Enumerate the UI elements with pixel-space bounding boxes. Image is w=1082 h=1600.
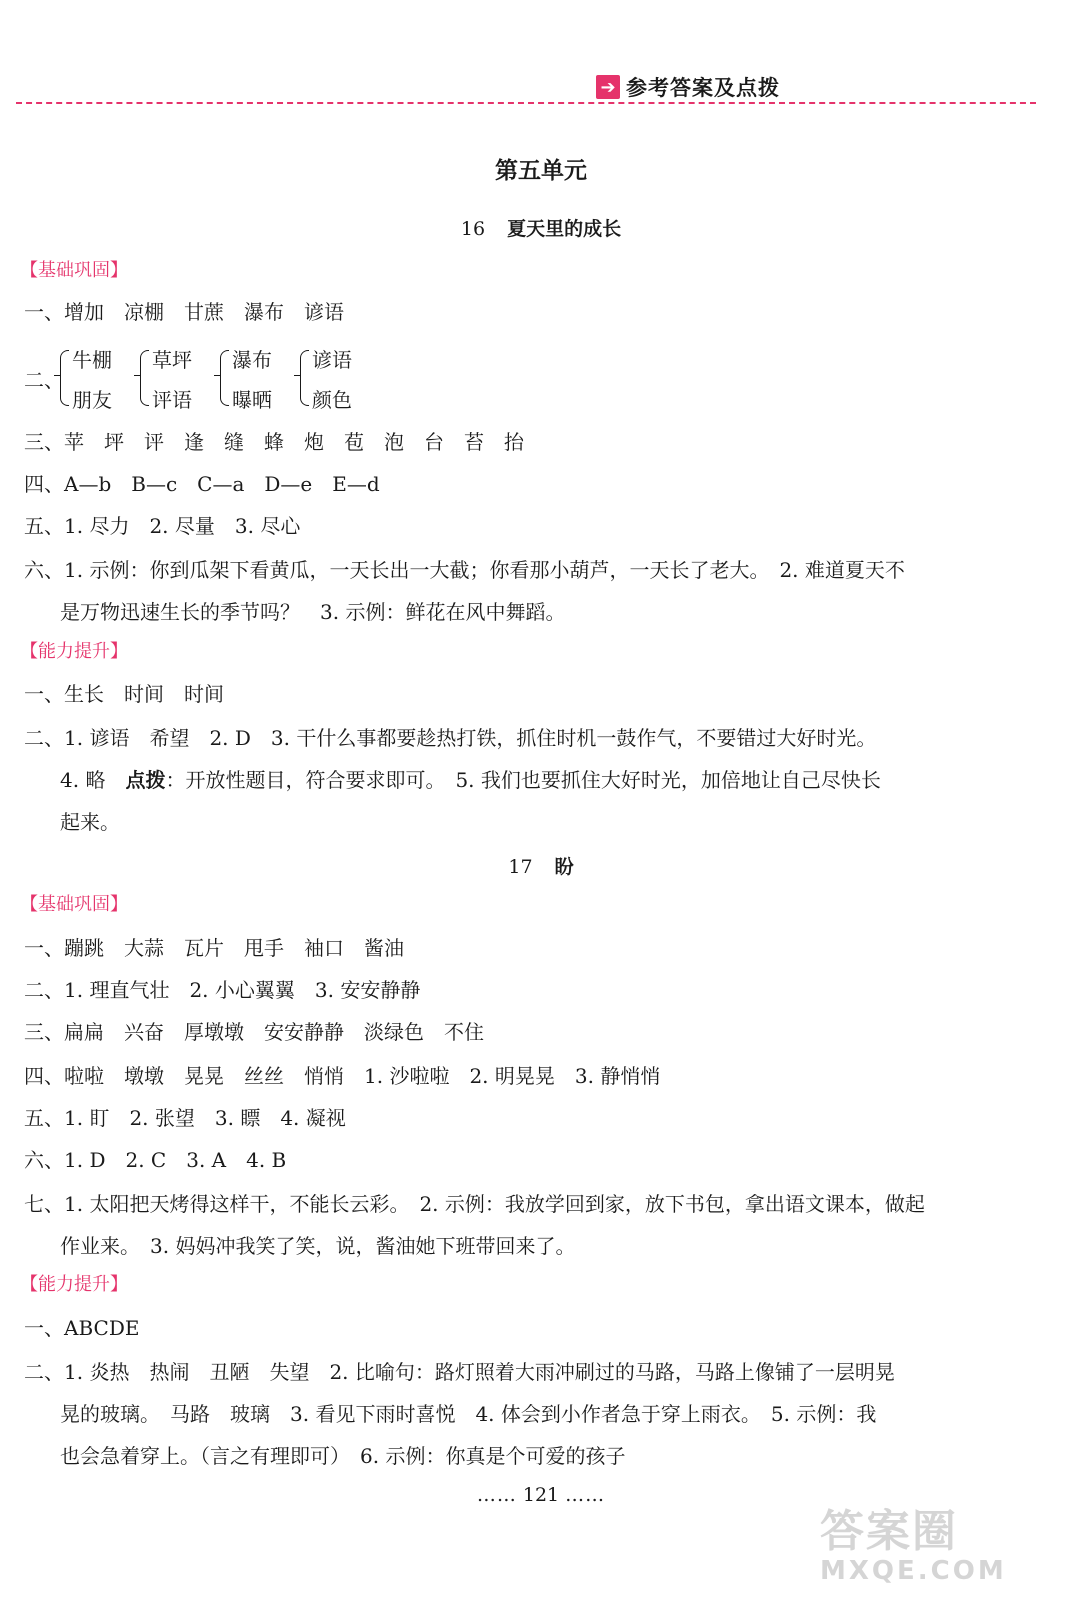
answer-line: 三、苹 坪 评 逢 缝 蜂 炮 苞 泡 台 苔 抬 [24, 430, 524, 454]
word-top: 牛棚 [72, 348, 112, 372]
answer-line: 六、1. 示例：你到瓜架下看黄瓜，一天长出一大截；你看那小葫芦，一天长了老大。 2. 难道夏天不 [24, 558, 905, 582]
page-number [0, 1484, 1082, 1506]
word-bottom: 颜色 [312, 388, 352, 412]
answer-line: 五、1. 盯 2. 张望 3. 瞟 4. 凝视 [24, 1106, 346, 1130]
header-label: 参考答案及点拨 [626, 76, 780, 100]
watermark-logo: 答案圈 [820, 1506, 958, 1557]
brace-icon [60, 350, 69, 406]
answer-line: 二、1. 谚语 希望 2. D 3. 干什么事都要趁热打铁，抓住时机一鼓作气，不要错过大好时光。 [24, 726, 877, 750]
word-top: 谚语 [312, 348, 352, 372]
tip-label: 点拨 [125, 768, 166, 792]
answer-line: 四、啦啦 墩墩 晃晃 丝丝 悄悄 1. 沙啦啦 2. 明晃晃 3. 静悄悄 [24, 1064, 661, 1088]
answer-line: 一、蹦跳 大蒜 瓦片 甩手 袖口 酱油 [24, 936, 404, 960]
lesson-name: 盼 [554, 856, 574, 878]
word-bottom: 评语 [152, 388, 192, 412]
lesson-16-title [0, 214, 1082, 241]
section-basic: 【基础巩固】 [20, 894, 128, 915]
arrow-right-icon: ➔ [596, 75, 620, 99]
word-bottom: 曝晒 [232, 388, 272, 412]
word-top: 瀑布 [232, 348, 272, 372]
answer-line: 二、1. 炎热 热闹 丑陋 失望 2. 比喻句：路灯照着大雨冲刷过的马路，马路上像铺了一层明晃 [24, 1360, 895, 1384]
answer-text: ：开放性题目，符合要求即可。 5. 我们也要抓住大好时光，加倍地让自己尽快长 [165, 768, 881, 792]
page-number-value: 121 [522, 1484, 560, 1506]
brace-icon [300, 350, 309, 406]
answer-line: 作业来。 3. 妈妈冲我笑了笑，说，酱油她下班带回来了。 [60, 1234, 576, 1258]
question-number: 二、 [24, 368, 64, 392]
answer-line: 三、扁扁 兴奋 厚墩墩 安安静静 淡绿色 不住 [24, 1020, 484, 1044]
lesson-name: 夏天里的成长 [507, 218, 622, 240]
watermark [820, 1508, 1070, 1594]
section-ability: 【能力提升】 [20, 1274, 128, 1295]
answer-line: 起来。 [60, 810, 120, 834]
brace-icon [140, 350, 149, 406]
answer-line: 也会急着穿上。（言之有理即可） 6. 示例：你真是个可爱的孩子 [60, 1444, 626, 1468]
answer-line: 四、A—b B—c C—a D—e E—d [24, 472, 380, 496]
watermark-url: MXQE.COM [820, 1556, 1007, 1586]
answer-line: 是万物迅速生长的季节吗？ 3. 示例：鲜花在风中舞蹈。 [60, 600, 566, 624]
answer-line: 六、1. D 2. C 3. A 4. B [24, 1148, 287, 1172]
answer-text: 4. 略 [60, 768, 126, 792]
answer-line: 二、1. 理直气壮 2. 小心翼翼 3. 安安静静 [24, 978, 421, 1002]
page-header [596, 72, 780, 102]
page-dots: …… [476, 1484, 517, 1506]
section-basic: 【基础巩固】 [20, 260, 128, 281]
unit-title: 第五单元 [495, 158, 587, 184]
header-divider [16, 102, 1036, 104]
page-dots: …… [565, 1484, 606, 1506]
answer-line: 五、1. 尽力 2. 尽量 3. 尽心 [24, 514, 301, 538]
lesson-17-title [0, 852, 1082, 879]
answer-line: 一、增加 凉棚 甘蔗 瀑布 谚语 [24, 300, 344, 324]
word-top: 草坪 [152, 348, 192, 372]
section-ability: 【能力提升】 [20, 641, 128, 662]
answer-line [60, 766, 1070, 794]
lesson-number: 17 [508, 856, 533, 878]
word-bottom: 朋友 [72, 388, 112, 412]
brace-icon [220, 350, 229, 406]
answer-line: 晃的玻璃。 马路 玻璃 3. 看见下雨时喜悦 4. 体会到小作者急于穿上雨衣。 5. 示例：我 [60, 1402, 877, 1426]
lesson-number: 16 [460, 218, 486, 240]
answer-line: 一、生长 时间 时间 [24, 682, 224, 706]
answer-line: 七、1. 太阳把天烤得这样干，不能长云彩。 2. 示例：我放学回到家，放下书包，拿出语文课本，做起 [24, 1192, 925, 1216]
answer-line: 一、ABCDE [24, 1316, 140, 1340]
